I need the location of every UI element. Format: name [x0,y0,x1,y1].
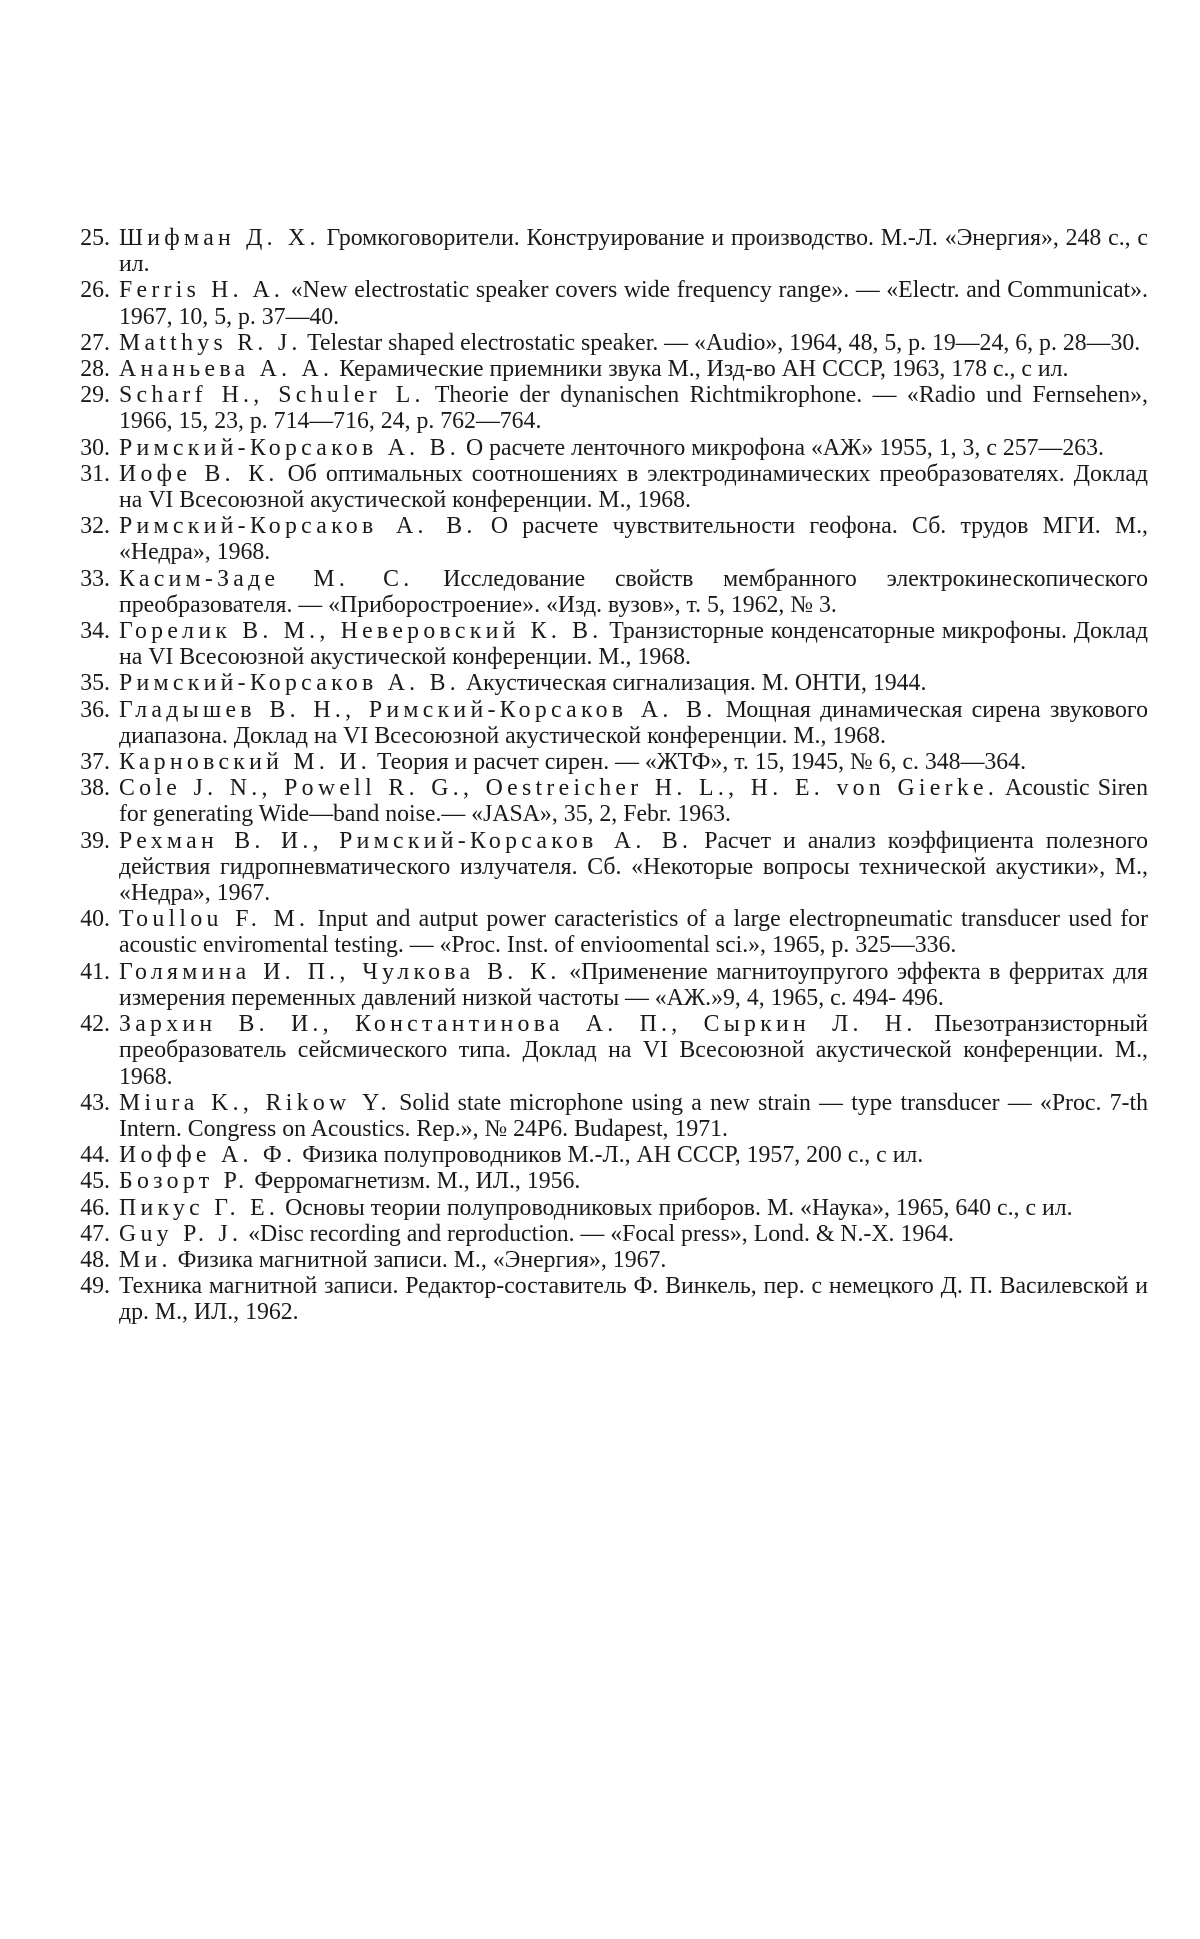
reference-text: Об оптимальных соотношениях в электродинамических преобразователях. Доклад на VI Всесоюзной акустической конференции. М., 1968. [119,460,1148,514]
reference-number: 44. [80,1142,110,1169]
reference-number: 25. [80,225,110,251]
reference-text: Основы теории полупроводниковых приборов. М. «Наука», 1965, 640 с., с ил. [279,1194,1073,1221]
reference-author: Римский-Корсаков А. В. [119,434,461,461]
reference-item [70,775,1148,827]
reference-author: Ferris H. A. [119,277,285,304]
reference-item [70,1090,1148,1142]
reference-author: Ананьева А. А. [119,356,334,383]
reference-text: Input and autput power caracteristics of a large electropneumatic transducer used for acoustic enviromental testing. — «Proc. Inst. of envioomental sci.», 1965, p. 325—336. [119,906,1148,959]
reference-number: 33. [80,565,110,592]
reference-author: Иофе В. К. [119,460,279,487]
reference-author: Римский-Корсаков А. В. [119,513,477,540]
reference-number: 45. [80,1168,110,1195]
reference-item [70,225,1148,277]
reference-text: Физика полупроводников М.-Л., АН СССР, 1957, 200 с., с ил. [296,1142,924,1169]
reference-item [70,1247,1148,1273]
reference-text: Транзисторные конденсаторные микрофоны. Доклад на VI Всесоюзной акустической конференции. М., 1968. [119,618,1148,671]
reference-item [70,749,1148,775]
reference-author: Карновский М. И. [119,749,372,776]
reference-author: Горелик В. М., Неверовский К. В. [119,618,603,645]
reference-author: Гладышев В. Н., Римский-Корсаков А. В. [119,696,717,723]
reference-text: Acoustic Siren for generating Wide—band noise.— «JASA», 35, 2, Febr. 1963. [119,775,1148,828]
reference-text: Telestar shaped electrostatic speaker. — «Audio», 1964, 48, 5, p. 19—24, 6, p. 28—30. [301,329,1141,356]
reference-text: Теория и расчет сирен. — «ЖТФ», т. 15, 1945, № 6, с. 348—364. [371,749,1027,776]
reference-number: 49. [80,1273,110,1300]
reference-item [70,1142,1148,1168]
reference-author: Рехман В. И., Римский-Корсаков А. В. [119,827,693,854]
reference-text: «Disc recording and reproduction. — «Focal press», Lond. & N.-X. 1964. [242,1220,954,1247]
reference-number: 27. [80,329,110,356]
reference-author: Бозорт Р. [119,1168,249,1195]
reference-number: 28. [80,356,110,383]
reference-number: 46. [80,1194,110,1221]
reference-item [70,618,1148,670]
reference-text: «New electrostatic speaker covers wide frequency range». — «Electr. and Communicat». 1967, 10, 5, p. 37—40. [119,277,1149,330]
reference-number: 32. [80,513,110,540]
reference-text: О расчете чувствительности геофона. Сб. трудов МГИ. М., «Недра», 1968. [119,513,1148,566]
reference-number: 48. [80,1246,110,1273]
reference-text: Расчет и анализ коэффициента полезного действия гидропневматического излучателя. Сб. «Некоторые вопросы технической акустики», М., «Недра», 1967. [119,827,1148,907]
reference-item [70,670,1148,696]
reference-item [70,1011,1148,1090]
reference-number: 42. [80,1011,110,1038]
reference-item [70,906,1148,958]
reference-author: Шифман Д. Х. [119,225,320,251]
reference-item [70,697,1148,749]
reference-item [70,1273,1148,1325]
reference-number: 40. [80,906,110,933]
reference-item [70,566,1148,618]
reference-author: Toullou F. M. [119,906,310,933]
reference-author: Guy P. J. [119,1220,243,1247]
reference-author: Голямина И. П., Чулкова В. К. [119,958,561,985]
reference-text: Мощная динамическая сирена звукового диапазона. Доклад на VI Всесоюзной акустической конференции. М., 1968. [119,696,1148,749]
reference-text: Акустическая сигнализация. М. ОНТИ, 1944. [460,670,927,697]
reference-author: Зархин В. И., Константинова А. П., Сыркин Л. Н. [119,1011,917,1038]
reference-author: Cole J. N., Powell R. G., Oestreicher H. L., H. E. von Gierke. [119,775,999,802]
reference-author: Иоффе А. Ф. [119,1142,297,1169]
reference-author: Римский-Корсаков А. В. [119,670,461,697]
reference-text: Физика магнитной записи. М., «Энергия», 1967. [171,1246,667,1273]
reference-item [70,1221,1148,1247]
reference-item [70,828,1148,907]
reference-number: 29. [80,382,110,409]
reference-number: 34. [80,618,110,645]
reference-author: Ми. [119,1246,172,1273]
reference-item [70,461,1148,513]
reference-author: Касим-Заде М. С. [119,565,414,592]
reference-item [70,435,1148,461]
reference-number: 36. [80,696,110,723]
reference-item [70,1195,1148,1221]
reference-text: Ферромагнетизм. М., ИЛ., 1956. [248,1168,581,1195]
reference-number: 35. [80,670,110,697]
reference-number: 37. [80,749,110,776]
reference-list [70,225,1148,1326]
reference-number: 39. [80,827,110,854]
reference-number: 47. [80,1220,110,1247]
reference-item [70,382,1148,434]
reference-item [70,330,1148,356]
reference-number: 31. [80,460,110,487]
reference-item [70,959,1148,1011]
reference-author: Пикус Г. Е. [119,1194,280,1221]
reference-text: Громкоговорители. Конструирование и производство. М.-Л. «Энергия», 248 с., с ил. [119,225,1148,278]
reference-number: 38. [80,775,110,802]
reference-number: 30. [80,434,110,461]
reference-text: Пьезотранзисторный преобразователь сейсмического типа. Доклад на VI Всесоюзной акустической конференции. М., 1968. [119,1011,1148,1090]
reference-text: Керамические приемники звука М., Изд-во АН СССР, 1963, 178 с., с ил. [333,356,1069,383]
reference-text: Solid state microphone using a new strain — type transducer — «Proc. 7-th Intern. Congress on Acoustics. Rep.», № 24P6. Budapest, 1971. [119,1089,1148,1142]
reference-text: Исследование свойств мембранного электрокинескопического преобразователя. — «Приборостроение». «Изд. вузов», т. 5, 1962, № 3. [119,565,1148,618]
reference-number: 41. [80,958,110,985]
reference-text: Техника магнитной записи. Редактор-составитель Ф. Винкель, пер. с немецкого Д. П. Василевской и др. М., ИЛ., 1962. [119,1273,1148,1326]
reference-item [70,356,1148,382]
reference-item [70,277,1148,329]
reference-author: Matthys R. J. [119,329,302,356]
reference-author: Miura K., Rikow Y. [119,1089,391,1116]
reference-item [70,1168,1148,1194]
reference-item [70,513,1148,565]
reference-text: «Применение магнитоупругого эффекта в ферритах для измерения переменных давлений низкой частоты — «АЖ.»9, 4, 1965, с. 494- 496. [119,958,1148,1011]
reference-text: О расчете ленточного микрофона «АЖ» 1955, 1, 3, с 257—263. [460,434,1104,461]
reference-author: Scharf H., Schuler L. [119,382,425,409]
reference-number: 43. [80,1089,110,1116]
reference-number: 26. [80,277,110,304]
reference-text: Theorie der dynanischen Richtmikrophone. — «Radio und Fernsehen», 1966, 15, 23, p. 714—716, 24, p. 762—764. [119,382,1148,435]
